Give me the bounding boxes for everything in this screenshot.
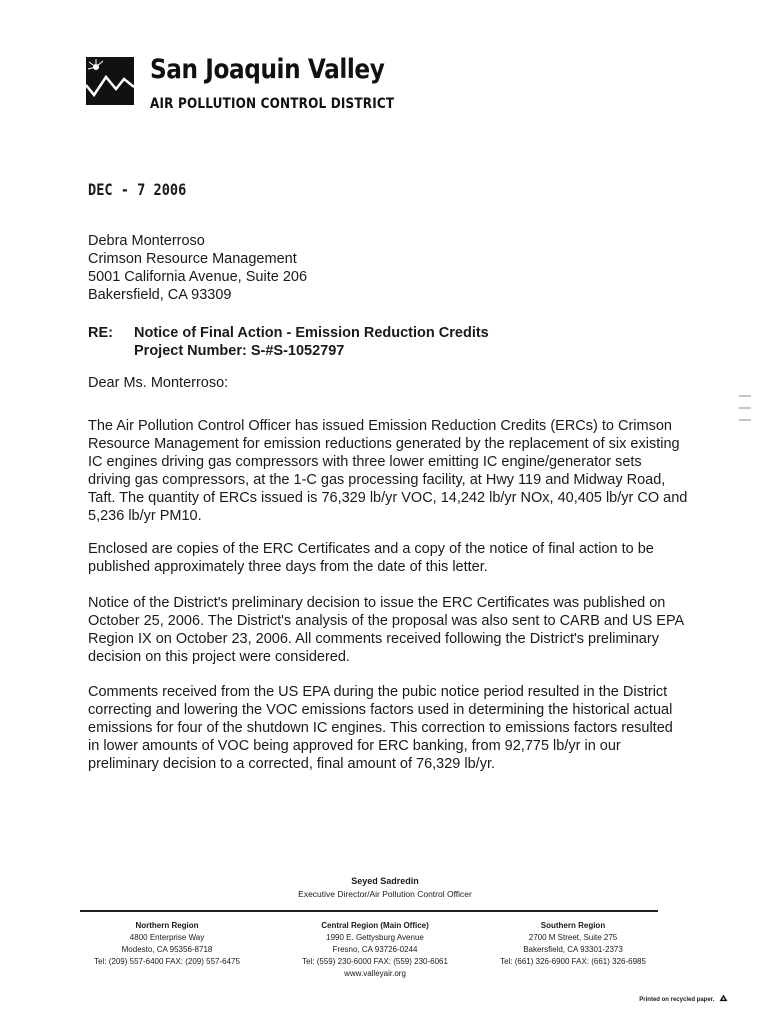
recipient-address: [88, 232, 307, 304]
mountain-sun-logo-icon: [86, 57, 134, 105]
region-address-line: 1990 E. Gettysburg Avenue: [326, 933, 424, 942]
region-heading: Central Region (Main Office): [321, 921, 429, 930]
re-label: RE:: [88, 325, 113, 341]
region-website[interactable]: www.valleyair.org: [344, 969, 406, 978]
footer-region-southern: [488, 920, 658, 968]
region-heading: Southern Region: [540, 921, 606, 930]
printed-note: [639, 995, 728, 1004]
body-paragraph-1: The Air Pollution Control Officer has issued Emission Reduction Credits (ERCs) to Crimson Resource Management for emission reductions generated by the replacement of six existing IC engines driving gas compressors with three lower emitting IC engine/generator sets driving gas compressors, at the 1-C gas processing facility, at Hwy 119 and Midway Road, Taft. The quantity of ERCs issued is 76,329 lb/yr VOC, 14,242 lb/yr NOx, 40,405 lb/yr CO and 5,236 lb/yr PM10.: [88, 418, 688, 524]
body-paragraph-4: Comments received from the US EPA during the pubic notice period resulted in the District correcting and lowering the VOC emissions factors used in determining the historical actual emissions for four of the shutdown IC engines. This correction to emissions factors resulted in lower amounts of VOC being approved for ERC banking, from 92,775 lb/yr in our preliminary decision to a corrected, final amount of 76,329 lb/yr.: [88, 684, 673, 772]
region-phone-line: Tel: (661) 326-6900 FAX: (661) 326-6985: [500, 957, 646, 966]
region-address-line: 4800 Enterprise Way: [129, 933, 205, 942]
footer-region-central: [290, 920, 460, 980]
re-subject: [134, 324, 489, 360]
printed-note-text: Printed on recycled paper.: [639, 997, 715, 1004]
recipient-city: Bakersfield, CA 93309: [88, 287, 232, 303]
re-line-1: Notice of Final Action - Emission Reduction Credits: [134, 325, 489, 341]
region-city-line: Modesto, CA 95356-8718: [121, 945, 213, 954]
signer-name: Seyed Sadredin: [351, 876, 419, 886]
signer-title: Executive Director/Air Pollution Control Officer: [298, 889, 472, 899]
org-subtitle: AIR POLLUTION CONTROL DISTRICT: [150, 96, 395, 112]
footer-divider: [80, 910, 658, 912]
re-line-2: Project Number: S-#S-1052797: [134, 343, 345, 359]
org-name: San Joaquin Valley: [150, 54, 385, 85]
signer-block: [0, 876, 770, 899]
recycle-icon: [719, 995, 728, 1004]
salutation: Dear Ms. Monterroso:: [88, 375, 229, 391]
region-city-line: Bakersfield, CA 93301-2373: [523, 945, 623, 954]
region-phone-line: Tel: (559) 230-6000 FAX: (559) 230-6061: [302, 957, 448, 966]
body-paragraph-2: Enclosed are copies of the ERC Certificates and a copy of the notice of final action to be published approximately three days from the date of this letter.: [88, 541, 654, 575]
region-city-line: Fresno, CA 93726-0244: [332, 945, 418, 954]
region-heading: Northern Region: [135, 921, 199, 930]
region-address-line: 2700 M Street, Suite 275: [528, 933, 618, 942]
region-phone-line: Tel: (209) 557-6400 FAX: (209) 557-6475: [94, 957, 240, 966]
recipient-company: Crimson Resource Management: [88, 251, 297, 267]
footer-region-northern: [80, 920, 254, 968]
body-paragraph-3: Notice of the District's preliminary decision to issue the ERC Certificates was published on October 25, 2006. The District's analysis of the proposal was also sent to CARB and US EPA Region IX on October 23, 2006. All comments received following the District's preliminary decision on this project were considered.: [88, 595, 684, 665]
recipient-street: 5001 California Avenue, Suite 206: [88, 269, 308, 285]
margin-mark-icon: [738, 393, 752, 423]
recipient-name: Debra Monterroso: [88, 233, 205, 249]
letter-date: DEC - 7 2006: [88, 180, 187, 199]
